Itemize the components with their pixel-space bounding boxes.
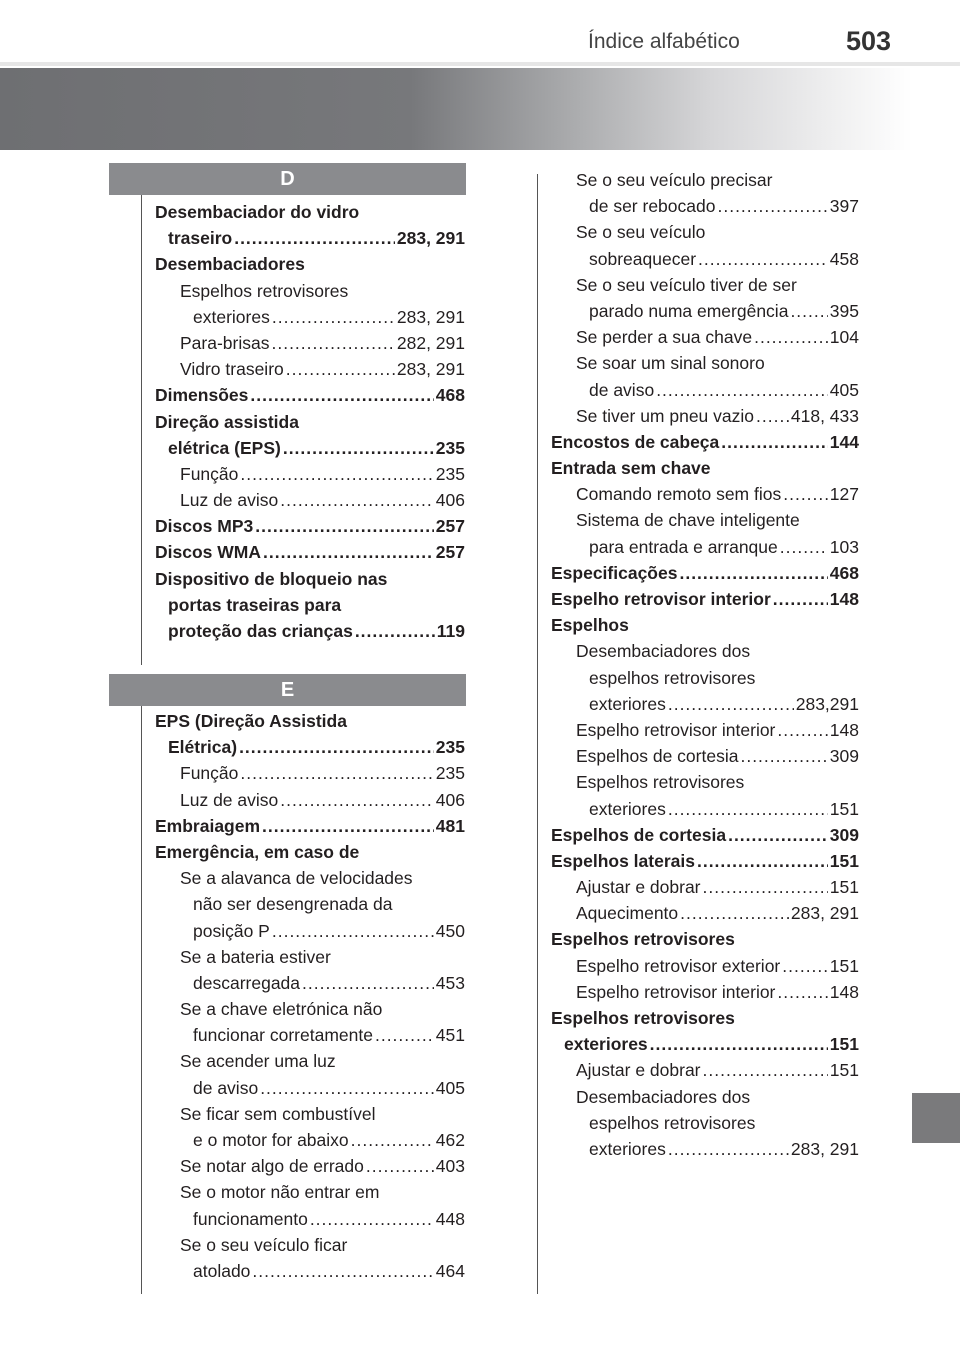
entry-text: funcionamento xyxy=(193,1208,308,1229)
index-entry xyxy=(155,330,465,356)
entry-page-ref: 257 xyxy=(435,542,465,563)
index-entry xyxy=(551,507,859,533)
index-entry xyxy=(551,246,859,272)
index-entry xyxy=(155,813,465,839)
leader-dots xyxy=(234,225,395,251)
entry-page-ref: 458 xyxy=(829,248,859,269)
right-column-rule xyxy=(537,174,538,1294)
index-entry xyxy=(155,461,465,487)
entry-text: Espelhos retrovisores xyxy=(551,1008,735,1028)
entry-text: Ajustar e dobrar xyxy=(576,1060,701,1081)
entry-page-ref: 405 xyxy=(829,379,859,400)
right-column-entries xyxy=(551,167,859,1162)
entry-text: descarregada xyxy=(193,972,301,993)
entry-text: Luz de aviso xyxy=(180,789,279,810)
entry-text: Função xyxy=(180,763,239,784)
entry-text: Embraiagem xyxy=(155,815,261,836)
entry-text: proteção das crianças xyxy=(168,621,353,641)
leader-dots xyxy=(703,874,828,900)
entry-page-ref: 397 xyxy=(829,196,859,217)
index-entry xyxy=(155,618,465,644)
leader-dots xyxy=(302,970,434,996)
index-entry xyxy=(551,638,859,664)
leader-dots xyxy=(679,560,827,586)
entry-text: Aquecimento xyxy=(576,903,679,924)
index-entry xyxy=(155,1022,465,1048)
index-entry xyxy=(155,1206,465,1232)
index-entry xyxy=(551,691,859,717)
index-entry xyxy=(551,534,859,560)
entry-text: Espelho retrovisor exterior xyxy=(576,955,781,976)
index-entry xyxy=(155,1075,465,1101)
leader-dots xyxy=(351,1127,434,1153)
header-divider xyxy=(0,62,960,66)
entry-text: Se o seu veículo tiver de ser xyxy=(576,274,797,295)
index-entry xyxy=(155,996,465,1022)
index-entry xyxy=(155,1048,465,1074)
index-entry xyxy=(155,865,465,891)
index-entry xyxy=(155,435,465,461)
leader-dots xyxy=(252,1258,433,1284)
index-entry xyxy=(155,356,465,382)
leader-dots xyxy=(680,900,789,926)
leader-dots xyxy=(280,787,434,813)
entry-page-ref: 283,291 xyxy=(795,693,859,714)
index-entry xyxy=(155,839,465,865)
entry-text: Sistema de chave inteligente xyxy=(576,510,800,531)
entry-page-ref: 151 xyxy=(829,798,859,819)
leader-dots xyxy=(375,1022,434,1048)
leader-dots xyxy=(263,539,434,565)
entry-text: Espelhos xyxy=(551,615,629,636)
leader-dots xyxy=(280,487,434,513)
entry-text: Desembaciadores dos xyxy=(576,1086,751,1107)
index-entry xyxy=(551,324,859,350)
index-entry xyxy=(551,1084,859,1110)
entry-text: Se tiver um pneu vazio xyxy=(576,405,755,426)
leader-dots xyxy=(754,324,828,350)
index-entry xyxy=(155,787,465,813)
leader-dots xyxy=(650,1031,828,1057)
entry-page-ref: 127 xyxy=(829,484,859,505)
entry-text: Se a chave eletrónica não xyxy=(180,999,383,1020)
leader-dots xyxy=(777,717,827,743)
entry-text: Luz de aviso xyxy=(180,490,279,511)
leader-dots xyxy=(262,813,434,839)
entry-text: Espelhos laterais xyxy=(551,850,695,871)
index-entry xyxy=(551,612,859,638)
entry-page-ref: 464 xyxy=(435,1260,465,1281)
index-entry xyxy=(155,225,465,251)
page-number: 503 xyxy=(846,26,892,56)
entry-text: posição P xyxy=(193,920,270,941)
page-header xyxy=(0,0,960,62)
index-entry xyxy=(155,970,465,996)
index-entry xyxy=(155,592,465,618)
section-e-entries xyxy=(155,708,465,1284)
entry-text: Dimensões xyxy=(155,385,249,406)
leader-dots xyxy=(697,848,828,874)
index-entry xyxy=(551,167,859,193)
entry-text: Espelhos retrovisores xyxy=(551,929,735,950)
index-entry xyxy=(155,487,465,513)
leader-dots xyxy=(260,1075,434,1101)
entry-page-ref: 151 xyxy=(829,850,859,871)
entry-page-ref: 148 xyxy=(829,589,859,609)
leader-dots xyxy=(756,403,789,429)
entry-text: Para-brisas xyxy=(180,332,270,353)
entry-text: parado numa emergência xyxy=(589,300,789,321)
section-header-e: E xyxy=(109,674,466,706)
index-entry xyxy=(551,769,859,795)
entry-page-ref: 151 xyxy=(829,877,859,898)
entry-text: Espelho retrovisor interior xyxy=(576,719,776,740)
entry-page-ref: 103 xyxy=(829,536,859,557)
entry-text: Vidro traseiro xyxy=(180,359,284,380)
leader-dots xyxy=(717,193,827,219)
entry-page-ref: 119 xyxy=(436,621,465,641)
entry-text: atolado xyxy=(193,1260,251,1281)
entry-page-ref: 283, 291 xyxy=(396,306,465,327)
entry-text: Se notar algo de errado xyxy=(180,1156,364,1177)
index-entry xyxy=(551,377,859,403)
entry-text: Se o seu veículo precisar xyxy=(576,170,773,190)
index-entry xyxy=(155,1127,465,1153)
entry-text: Se a bateria estiver xyxy=(180,946,331,967)
entry-text: sobreaquecer xyxy=(589,248,697,269)
index-entry xyxy=(155,708,465,734)
leader-dots xyxy=(272,304,395,330)
leader-dots xyxy=(355,618,435,644)
index-entry xyxy=(155,760,465,786)
leader-dots xyxy=(698,246,828,272)
entry-text: de ser rebocado xyxy=(589,196,716,217)
entry-text: Espelhos de cortesia xyxy=(551,824,727,845)
index-entry xyxy=(155,513,465,539)
leader-dots xyxy=(790,298,827,324)
leader-dots xyxy=(271,330,394,356)
entry-page-ref: 257 xyxy=(435,516,465,537)
index-entry xyxy=(155,539,465,565)
leader-dots xyxy=(272,918,434,944)
leader-dots xyxy=(240,760,433,786)
entry-page-ref: 406 xyxy=(435,490,465,511)
entry-text: Espelhos retrovisores xyxy=(576,772,745,793)
index-entry xyxy=(551,193,859,219)
entry-text: Se soar um sinal sonoro xyxy=(576,353,765,374)
entry-text: Espelho retrovisor interior xyxy=(576,981,776,1002)
entry-text: espelhos retrovisores xyxy=(589,1112,756,1133)
entry-text: Discos MP3 xyxy=(155,516,254,537)
entry-text: Função xyxy=(180,463,239,484)
index-entry xyxy=(551,848,859,874)
leader-dots xyxy=(740,743,827,769)
entry-page-ref: 151 xyxy=(829,1034,859,1055)
entry-page-ref: 104 xyxy=(829,327,859,348)
entry-text: Elétrica) xyxy=(168,737,238,758)
index-entry xyxy=(551,926,859,952)
entry-page-ref: 283, 291 xyxy=(790,903,859,924)
leader-dots xyxy=(250,382,433,408)
entry-page-ref: 282, 291 xyxy=(396,332,465,353)
index-entry xyxy=(155,409,465,435)
entry-page-ref: 235 xyxy=(435,737,465,758)
entry-page-ref: 453 xyxy=(435,972,465,993)
entry-text: EPS (Direção Assistida xyxy=(155,711,347,731)
entry-text: Comando remoto sem fios xyxy=(576,484,782,505)
leader-dots xyxy=(366,1153,434,1179)
entry-text: de aviso xyxy=(193,1077,259,1098)
section-header-d: D xyxy=(109,163,466,195)
entry-text: Espelho retrovisor interior xyxy=(551,589,771,609)
entry-page-ref: 235 xyxy=(435,763,465,784)
index-entry xyxy=(551,665,859,691)
entry-page-ref: 448 xyxy=(435,1208,465,1229)
leader-dots xyxy=(310,1206,434,1232)
left-column-rule xyxy=(141,195,142,665)
entry-text: Desembaciador do vidro xyxy=(155,202,360,222)
entry-text: Direção assistida xyxy=(155,411,299,432)
entry-page-ref: 283, 291 xyxy=(396,359,465,380)
index-entry xyxy=(551,586,859,612)
leader-dots xyxy=(283,435,434,461)
entry-text: exteriores xyxy=(564,1034,648,1055)
entry-page-ref: 151 xyxy=(829,1060,859,1081)
entry-text: não ser desengrenada da xyxy=(193,894,393,915)
index-entry xyxy=(551,953,859,979)
index-entry xyxy=(155,891,465,917)
entry-page-ref: 403 xyxy=(435,1156,465,1177)
index-entry xyxy=(155,1258,465,1284)
entry-text: Se acender uma luz xyxy=(180,1051,336,1072)
entry-page-ref: 395 xyxy=(829,300,859,321)
entry-text: Se o motor não entrar em xyxy=(180,1182,380,1203)
index-entry xyxy=(155,199,465,225)
leader-dots xyxy=(782,953,828,979)
entry-page-ref: 309 xyxy=(829,746,859,767)
leader-dots xyxy=(777,979,827,1005)
entry-text: espelhos retrovisores xyxy=(589,667,756,688)
index-entry xyxy=(155,566,465,592)
entry-text: exteriores xyxy=(193,306,270,327)
leader-dots xyxy=(783,481,828,507)
index-entry xyxy=(551,796,859,822)
index-entry xyxy=(551,1057,859,1083)
leader-dots xyxy=(668,691,794,717)
index-entry xyxy=(155,1153,465,1179)
index-entry xyxy=(551,743,859,769)
entry-text: Dispositivo de bloqueio nas xyxy=(155,568,388,589)
entry-text: portas traseiras para xyxy=(168,594,342,615)
entry-text: Entrada sem chave xyxy=(551,458,711,479)
leader-dots xyxy=(239,734,434,760)
decorative-banner xyxy=(0,68,912,150)
index-entry xyxy=(551,822,859,848)
leader-dots xyxy=(773,586,828,612)
index-entry xyxy=(551,481,859,507)
leader-dots xyxy=(255,513,434,539)
index-entry xyxy=(155,278,465,304)
entry-text: Se ficar sem combustível xyxy=(180,1103,376,1124)
entry-page-ref: 481 xyxy=(435,815,465,836)
entry-text: Ajustar e dobrar xyxy=(576,877,701,898)
entry-page-ref: 450 xyxy=(435,920,465,941)
entry-text: exteriores xyxy=(589,798,666,819)
index-entry xyxy=(551,1110,859,1136)
entry-page-ref: 462 xyxy=(435,1130,465,1150)
index-entry xyxy=(551,219,859,245)
index-entry xyxy=(551,455,859,481)
leader-dots xyxy=(668,796,828,822)
index-entry xyxy=(551,1136,859,1162)
index-entry xyxy=(551,560,859,586)
leader-dots xyxy=(656,377,828,403)
entry-text: Encostos de cabeça xyxy=(551,431,720,452)
entry-page-ref: 405 xyxy=(435,1077,465,1098)
entry-text: Discos WMA xyxy=(155,542,261,563)
entry-page-ref: 418, 433 xyxy=(790,405,859,426)
entry-text: Se a alavanca de velocidades xyxy=(180,868,413,889)
entry-text: Se o seu veículo ficar xyxy=(180,1234,348,1255)
entry-text: exteriores xyxy=(589,693,666,714)
entry-text: Se o seu veículo xyxy=(576,222,706,243)
index-entry xyxy=(551,429,859,455)
entry-text: exteriores xyxy=(589,1138,666,1159)
entry-text: Espelhos retrovisores xyxy=(180,280,349,301)
entry-text: Desembaciadores dos xyxy=(576,641,751,662)
section-d-entries xyxy=(155,199,465,644)
leader-dots xyxy=(703,1057,828,1083)
index-entry xyxy=(551,298,859,324)
index-entry xyxy=(155,944,465,970)
leader-dots xyxy=(780,534,828,560)
leader-dots xyxy=(728,822,828,848)
entry-text: traseiro xyxy=(168,228,233,249)
index-entry xyxy=(155,918,465,944)
entry-text: Emergência, em caso de xyxy=(155,841,360,862)
entry-page-ref: 148 xyxy=(829,719,859,740)
entry-text: Espelhos de cortesia xyxy=(576,746,739,767)
entry-text: Se perder a sua chave xyxy=(576,327,753,348)
entry-text: Especificações xyxy=(551,562,678,583)
entry-text: para entrada e arranque xyxy=(589,536,778,557)
leader-dots xyxy=(240,461,433,487)
entry-page-ref: 283, 291 xyxy=(790,1138,859,1159)
entry-text: de aviso xyxy=(589,379,655,400)
entry-page-ref: 148 xyxy=(829,981,859,1002)
index-entry xyxy=(551,1031,859,1057)
left-column-rule-e xyxy=(141,706,142,1294)
entry-text: funcionar corretamente xyxy=(193,1025,373,1046)
index-entry xyxy=(551,272,859,298)
index-entry xyxy=(155,1101,465,1127)
index-entry xyxy=(551,350,859,376)
leader-dots xyxy=(668,1136,789,1162)
index-entry xyxy=(551,874,859,900)
leader-dots xyxy=(721,429,828,455)
index-entry xyxy=(155,1179,465,1205)
leader-dots xyxy=(286,356,395,382)
page-title: Índice alfabético xyxy=(588,30,740,53)
entry-page-ref: 468 xyxy=(435,385,465,406)
entry-page-ref: 406 xyxy=(435,789,465,810)
index-entry xyxy=(551,717,859,743)
entry-text: Desembaciadores xyxy=(155,254,305,275)
entry-page-ref: 309 xyxy=(829,824,859,845)
index-entry xyxy=(155,734,465,760)
entry-text: elétrica (EPS) xyxy=(168,437,281,458)
index-entry xyxy=(551,1005,859,1031)
entry-page-ref: 451 xyxy=(435,1025,465,1046)
entry-page-ref: 151 xyxy=(829,955,859,976)
chapter-thumb-tab xyxy=(912,1093,960,1143)
index-entry xyxy=(155,304,465,330)
index-entry xyxy=(551,979,859,1005)
index-entry xyxy=(155,251,465,277)
index-entry xyxy=(155,1232,465,1258)
index-entry xyxy=(551,900,859,926)
index-entry xyxy=(155,382,465,408)
entry-page-ref: 468 xyxy=(829,562,859,583)
entry-page-ref: 144 xyxy=(829,431,859,452)
entry-page-ref: 235 xyxy=(435,437,465,458)
entry-page-ref: 283, 291 xyxy=(396,228,465,249)
index-entry xyxy=(551,403,859,429)
entry-text: e o motor for abaixo xyxy=(193,1130,349,1150)
entry-page-ref: 235 xyxy=(435,463,465,484)
